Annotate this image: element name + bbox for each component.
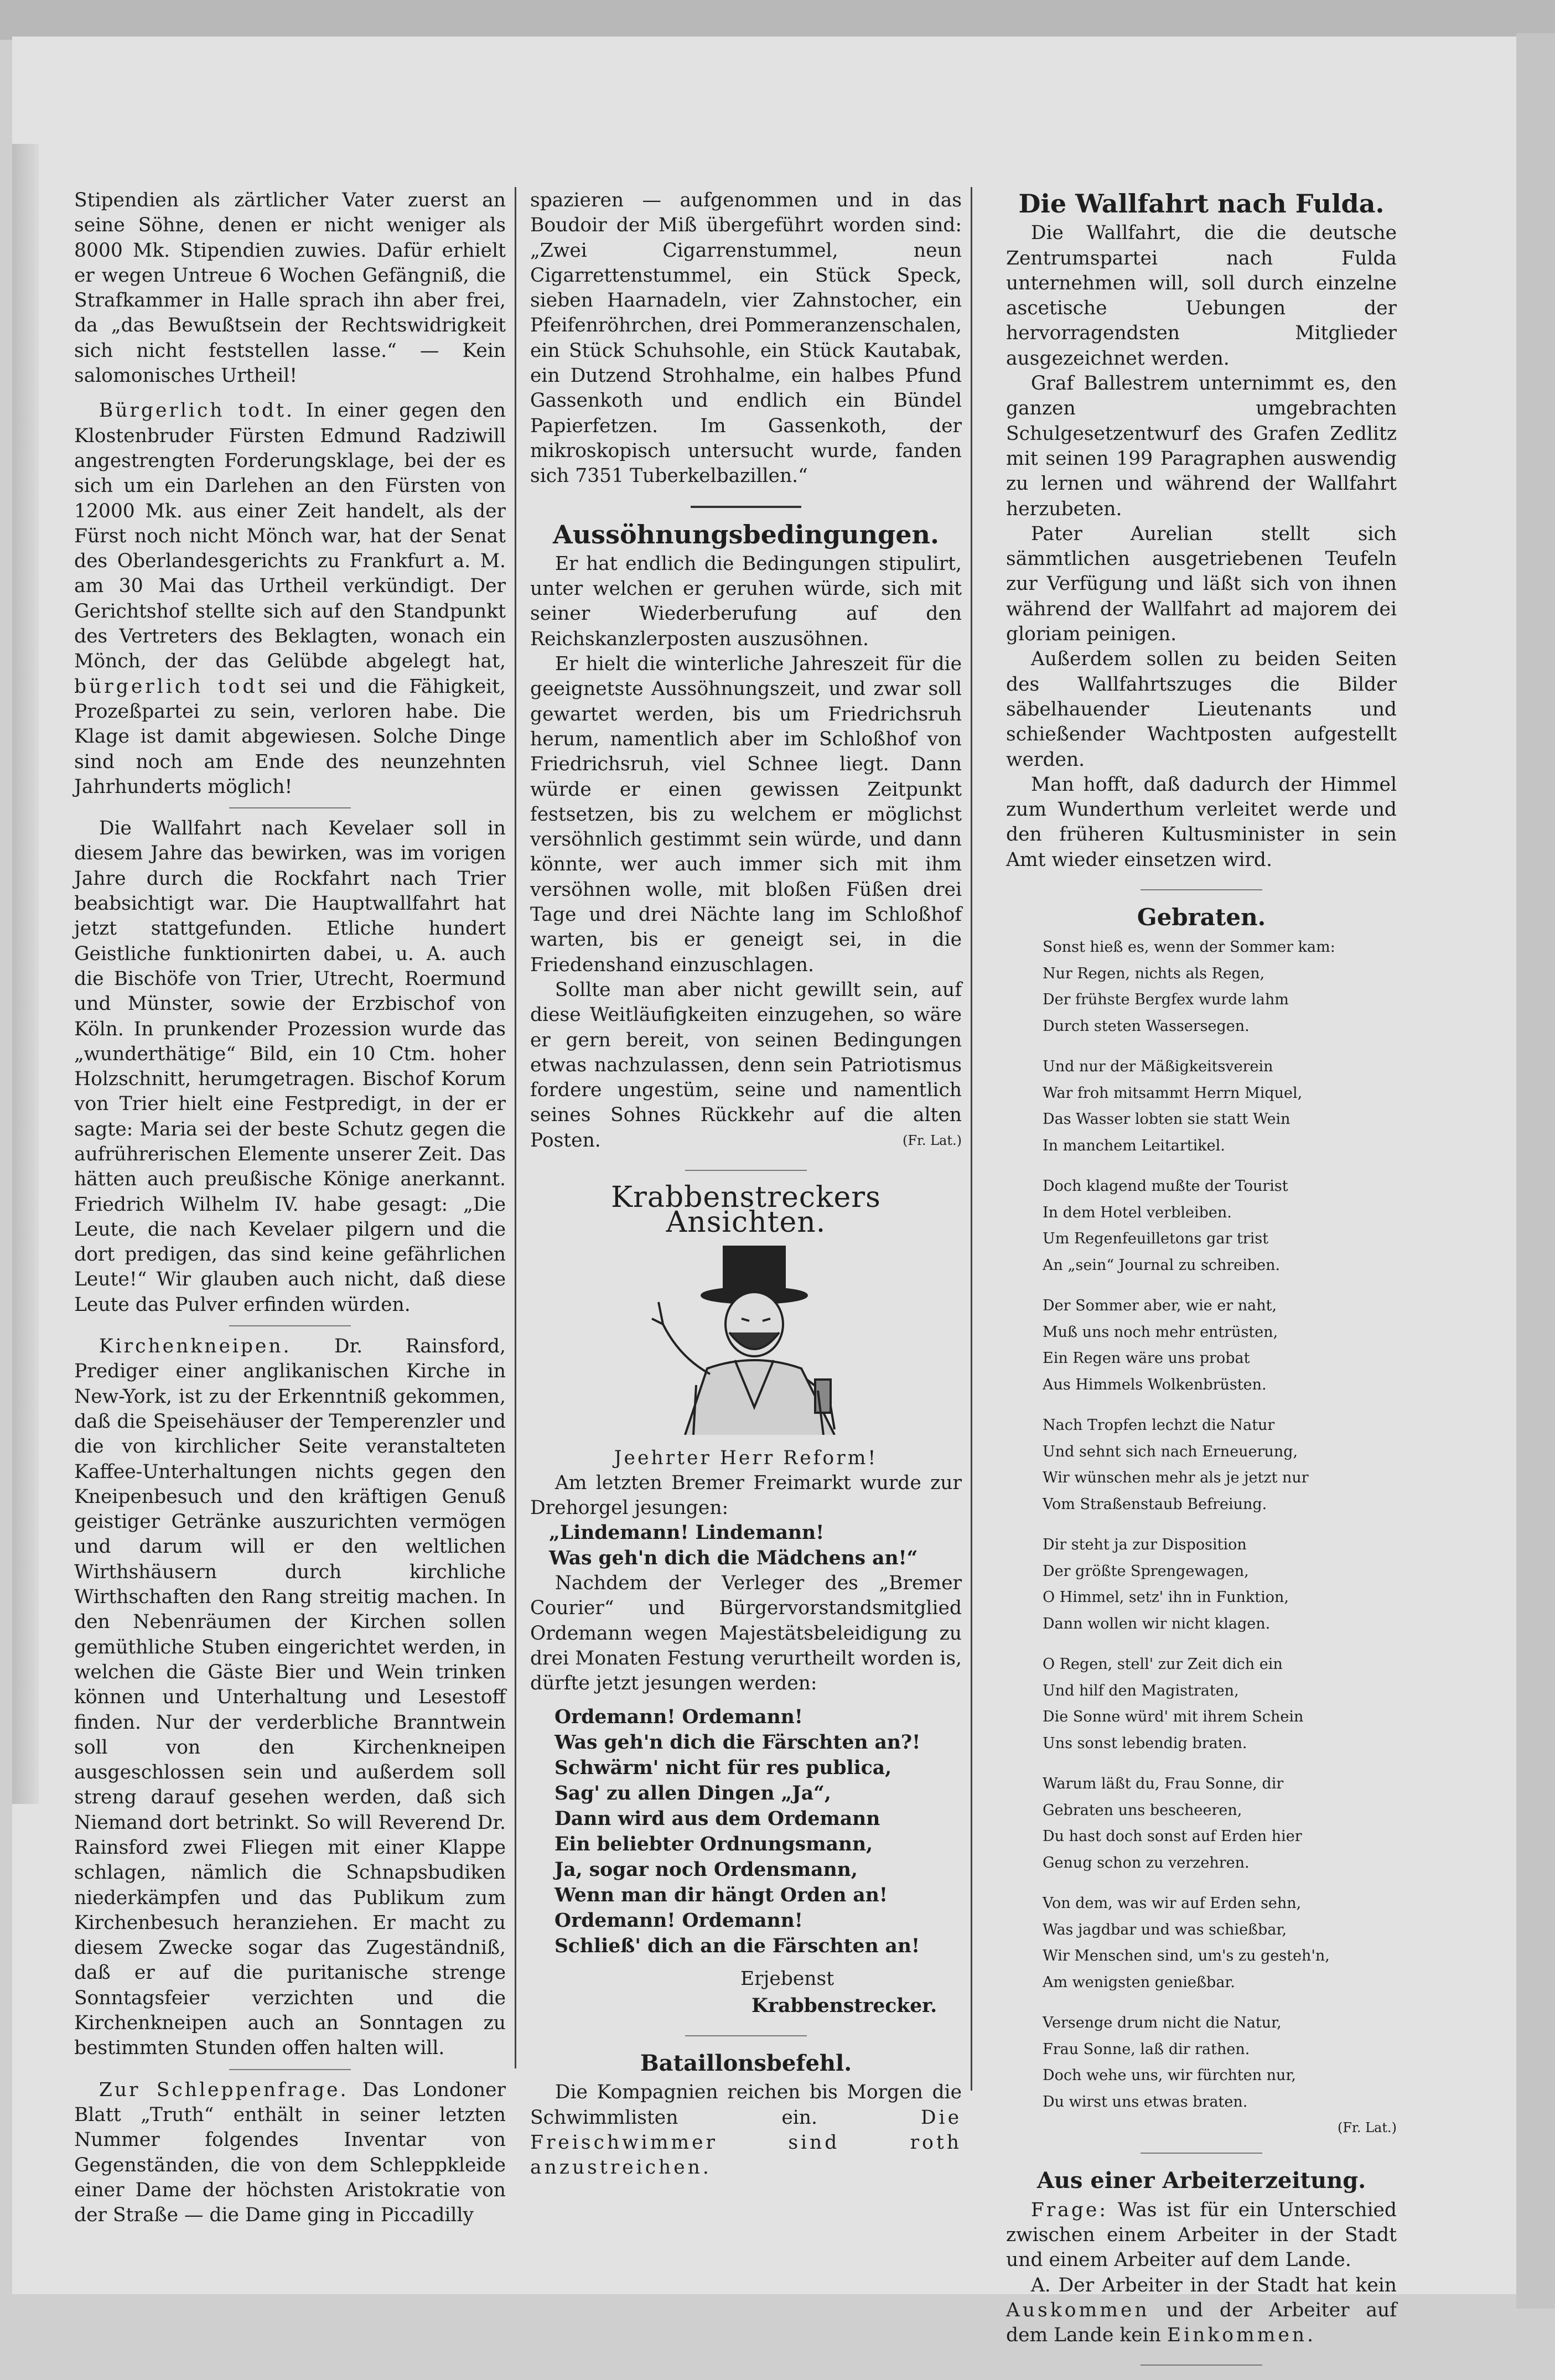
poem-stanza: Doch klagend mußte der Tourist In dem Hotel verbleiben. Um Regenfeuilletons gar trist An „sein“ Journal zu schreiben. — [1043, 1178, 1288, 1274]
separator — [1141, 2365, 1262, 2366]
poem-stanza: O Regen, stell' zur Zeit dich ein Und hilf den Magistraten, Die Sonne würd' mit ihrem Schein Uns sonst lebendig braten. — [1043, 1656, 1304, 1752]
scan-background-right — [1516, 33, 1555, 2309]
headline-wallfahrt-fulda: Die Wallfahrt nach Fulda. — [1018, 189, 1385, 219]
separator — [691, 506, 801, 508]
column-2 — [530, 188, 962, 2181]
paragraph-question: Frage: Was ist für ein Unterschied zwischen einem Arbeiter in der Stadt und einem Arbeiter auf dem Lande. — [1006, 2198, 1397, 2272]
letter-signature: Krabbenstrecker. — [751, 1994, 937, 2017]
paragraph: Die Kompagnien reichen bis Morgen die Schwimmlisten ein. Die Freischwimmer sind roth anzustreichen. — [530, 2081, 962, 2179]
separator — [229, 807, 351, 808]
scan-background-top — [0, 0, 1555, 40]
article-buergerlich-todt: Bürgerlich todt. In einer gegen den Klostenbruder Fürsten Edmund Radziwill angestrengten Forderungsklage, bei der es sich um ein Darlehen an den Fürsten von 12000 Mk. aus einer Zeit handelt, als der Fürst noch nicht Mönch war, hat der Senat des Oberlandesgerichts zu Frankfurt a. M. am 30 Mai das Urtheil verkündigt. Der Gerichtshof stellte sich auf den Standpunkt des Vertreters des Beklagten, wonach ein Mönch, der das Gelübde abgelegt hat, bürgerlich todt sei und die Fähigkeit, Prozeßpartei zu sein, verloren habe. Die Klage ist damit abgewiesen. Solche Dinge sind noch am Ende des neunzehnten Jahrhunderts möglich! — [74, 400, 506, 798]
poem-stanza: Versenge drum nicht die Natur, Frau Sonne, laß dir rathen. Doch wehe uns, wir fürchten nur, Du wirst uns etwas braten. — [1043, 2014, 1296, 2111]
headline-arbeiterzeitung: Aus einer Arbeiterzeitung. — [1036, 2168, 1366, 2194]
poem-stanza: Der Sommer aber, wie er naht, Muß uns noch mehr entrüsten, Ein Regen wäre uns probat Aus Himmels Wolkenbrüsten. — [1043, 1297, 1278, 1393]
separator — [229, 2069, 351, 2070]
paragraph: Nachdem der Verleger des „Bremer Courier“ und Bürgervorstandsmitglied Ordemann wegen Majestätsbeleidigung zu drei Monaten Festung verurtheilt worden is, dürfte jetzt jesungen werden: — [530, 1572, 962, 1695]
poem-stanza: Und nur der Mäßigkeitsverein War froh mitsammt Herrn Miquel, Das Wasser lobten sie statt Wein In manchem Leitartikel. — [1043, 1058, 1303, 1154]
paragraph: Er hielt die winterliche Jahreszeit für die geeignetste Aussöhnungszeit, und zwar soll gewartet werden, bis um Friedrichsruh herum, namentlich aber im Schloßhof von Friedrichsruh, viel Schnee liegt. Dann würde er einen gewissen Zeitpunkt festsetzen, bis zu welchem er möglichst versöhnlich gestimmt sein würde, und dann könnte, wer auch immer sich mit ihm versöhnen wolle, mit bloßen Füßen drei Tage und drei Nächte lang im Schloßhof warten, bis er geneigt sei, in die Friedenshand einzuschlagen. — [530, 653, 962, 976]
song-quote-line: „Lindemann! Lindemann! — [549, 1522, 825, 1544]
separator — [229, 1325, 351, 1326]
article-fragment-stipendien: Stipendien als zärtlicher Vater zuerst an seine Söhne, denen er nicht weniger als 8000 Mk. Stipendien zuwies. Dafür erhielt er wegen Untreue 6 Wochen Gefängniß, die Strafkammer in Halle sprach ihn aber frei, da „das Bewußtsein der Rechtswidrigkeit sich nicht feststellen lasse.“ — Kein salomonisches Urtheil! — [74, 189, 506, 387]
column-3 — [1006, 188, 1397, 2380]
headline-gebraten: Gebraten. — [1137, 904, 1266, 931]
page-binding-edge — [12, 144, 39, 1804]
paragraph: Graf Ballestrem unternimmt es, den ganzen umgebrachten Schulgesetzentwurf des Grafen Zedlitz mit seinen 199 Paragraphen auswendig zu lernen und während der Wallfahrt herzubeten. — [1006, 372, 1397, 520]
paragraph: Pater Aurelian stellt sich sämmtlichen ausgetriebenen Teufeln zur Verfügung und läßt sich von ihnen während der Wallfahrt ad majorem dei gloriam peinigen. — [1006, 522, 1397, 646]
headline-bataillonsbefehl: Bataillonsbefehl. — [640, 2050, 852, 2077]
column-rule-right — [971, 187, 972, 2091]
separator — [685, 1170, 807, 1171]
source-note: (Fr. Lat.) — [903, 1132, 962, 1148]
cartoon-man-top-hat-illustration — [597, 1241, 895, 1435]
separator — [1141, 2153, 1262, 2154]
article-fragment-spazieren: spazieren — aufgenommen und in das Boudoir der Miß übergeführt worden sind: „Zwei Cigarrenstummel, neun Cigarrettenstummel, ein Stück Speck, sieben Haarnadeln, vier Zahnstocher, ein Pfeifenröhrchen, drei Pommeranzenschalen, ein Stück Schuhsohle, ein Stück Kautabak, ein Dutzend Strohhalme, ein halbes Pfund Gassenkoth und endlich ein Bündel Papierfetzen. Im Gassenkoth, der mikroskopisch untersucht wurde, fanden sich 7351 Tuberkelbazillen.“ — [530, 189, 962, 488]
article-kevelaer: Die Wallfahrt nach Kevelaer soll in diesem Jahre das bewirken, was im vorigen Jahre durch die Rockfahrt nach Trier beabsichtigt war. Die Hauptwallfahrt hat jetzt stattgefunden. Etliche hundert Geistliche funktionirten dabei, u. A. auch die Bischöfe von Trier, Utrecht, Roermund und Münster, sowie der Erzbischof von Köln. In prunkender Prozession wurde das „wunderthätige“ Bild, ein 10 Ctm. hoher Holzschnitt, herumgetragen. Bischof Korum von Trier hielt eine Festpredigt, in der er sagte: Maria sei der beste Schutz gegen die aufrührerischen Elemente unserer Zeit. Das hätten auch preußische Könige anerkannt. Friedrich Wilhelm IV. habe gesagt: „Die Leute, die nach Kevelaer pilgern und die dort predigen, das sind keine gefährlichen Leute!“ Wir glauben auch nicht, daß diese Leute das Pulver erfinden würden. — [74, 817, 506, 1316]
paragraph-answer: A. Der Arbeiter in der Stadt hat kein Auskommen und der Arbeiter auf dem Lande kein Einkommen. — [1006, 2274, 1397, 2347]
paragraph: Die Wallfahrt, die die deutsche Zentrumspartei nach Fulda unternehmen will, soll durch einzelne ascetische Uebungen der hervorragendsten Mitglieder ausgezeichnet werden. — [1006, 222, 1397, 370]
paragraph: Außerdem sollen zu beiden Seiten des Wallfahrtszuges die Bilder säbelhauender Lieutenants und schießender Wachtposten aufgestellt werden. — [1006, 648, 1397, 771]
paragraph: Sollte man aber nicht gewillt sein, auf diese Weitläufigkeiten einzugehen, so wäre er gern bereit, von seinen Bedingungen etwas nachzulassen, denn sein Patriotismus fordere ungestüm, seine und namentlich seines Sohnes Rückkehr auf die alten Posten. (Fr. Lat.) — [530, 978, 962, 1153]
song-quote-line: Was geh'n dich die Mädchens an!“ — [549, 1547, 918, 1569]
article-kirchenkneipen: Kirchenkneipen. Dr. Rainsford, Prediger einer anglikanischen Kirche in New-York, ist zu der Erkenntniß gekommen, daß die Speisehäuser der Temperenzler und die von kirchlicher Seite veranstalteten Kaffee-Unterhaltungen nichts gegen den Kneipenbesuch und den kräftigen Genuß geistiger Getränke auszurichten vermögen und darum will er den weltlichen Wirthshäusern durch kirchliche Wirthschaften den Rang streitig machen. In den Nebenräumen der Kirchen sollen gemüthliche Stuben eingerichtet werden, in welchen die Gäste Bier und Wein trinken können und Unterhaltung und Lesestoff finden. Nur der verderbliche Branntwein soll von den Kirchenkneipen ausgeschlossen sein und außerdem soll streng darauf gesehen werden, daß sich Niemand dort betrinkt. So will Reverend Dr. Rainsford zwei Fliegen mit einer Klappe schlagen, nämlich die Schnapsbudiken niederkämpfen und das Publikum zum Kirchenbesuch heranziehen. Er macht zu diesem Zwecke sogar das Zugeständniß, daß er auf die puritanische strenge Sonntagsfeier verzichten und die Kirchenkneipen auch an Sonntagen zu bestimmten Stunden offen halten will. — [74, 1335, 506, 2060]
article-schleppenfrage: Zur Schleppenfrage. Das Londoner Blatt „Truth“ enthält in seiner letzten Nummer folgendes Inventar von Gegenständen, die von dem Schleppkleide einer Dame der höchsten Aristokratie von der Straße — die Dame ging in Piccadilly — [74, 2078, 506, 2227]
paragraph: Er hat endlich die Bedingungen stipulirt, unter welchen er geruhen würde, sich mit seiner Wiederberufung auf den Reichskanzlerposten auszusöhnen. — [530, 552, 962, 650]
poem-stanza: Warum läßt du, Frau Sonne, dir Gebraten uns bescheeren, Du hast doch sonst auf Erden hier Genug schon zu verzehren. — [1043, 1775, 1302, 1871]
poem-stanza: Sonst hieß es, wenn der Sommer kam: Nur Regen, nichts als Regen, Der frühste Bergfex wurde lahm Durch steten Wassersegen. — [1043, 938, 1335, 1035]
column-1 — [74, 188, 506, 2228]
letter-closing: Erjebenst — [740, 1967, 834, 1990]
column-rule-left — [515, 187, 516, 2068]
verse-ordemann: Ordemann! Ordemann! Was geh'n dich die Färschten an?! Schwärm' nicht für res publica, Sag' zu allen Dingen „Ja“, Dann wird aus dem Ordemann Ein beliebter Ordnungsmann, Ja, sogar noch Ordensmann, Wenn man dir hängt Orden an! Ordemann! Ordemann! Schließ' dich an die Färschten an! — [554, 1705, 921, 1957]
paragraph: Man hofft, daß dadurch der Himmel zum Wunderthum verleitet werde und den früheren Kultusminister in sein Amt wieder einsetzen wird. — [1006, 773, 1397, 871]
letter-greeting: Jeehrter Herr Reform! — [614, 1446, 878, 1469]
headline-aussoehnung: Aussöhnungsbedingungen. — [553, 519, 939, 549]
source-note: (Fr. Lat.) — [1338, 2120, 1397, 2136]
poem-stanza: Nach Tropfen lechzt die Natur Und sehnt sich nach Erneuerung, Wir wünschen mehr als je jetzt nur Vom Straßenstaub Befreiung. — [1043, 1417, 1309, 1513]
separator — [685, 2035, 807, 2036]
poem-stanza: Von dem, was wir auf Erden sehn, Was jagdbar und was schießbar, Wir Menschen sind, um's zu gesteh'n, Am wenigsten genießbar. — [1043, 1895, 1330, 1991]
paragraph: Am letzten Bremer Freimarkt wurde zur Drehorgel jesungen: — [530, 1471, 962, 1520]
poem-stanza: Dir steht ja zur Disposition Der größte Sprengewagen, O Himmel, setz' ihn in Funktion, Dann wollen wir nicht klagen. — [1043, 1536, 1289, 1632]
separator — [1141, 889, 1262, 890]
headline-krabbenstrecker: Krabbenstreckers Ansichten. — [611, 1180, 881, 1240]
